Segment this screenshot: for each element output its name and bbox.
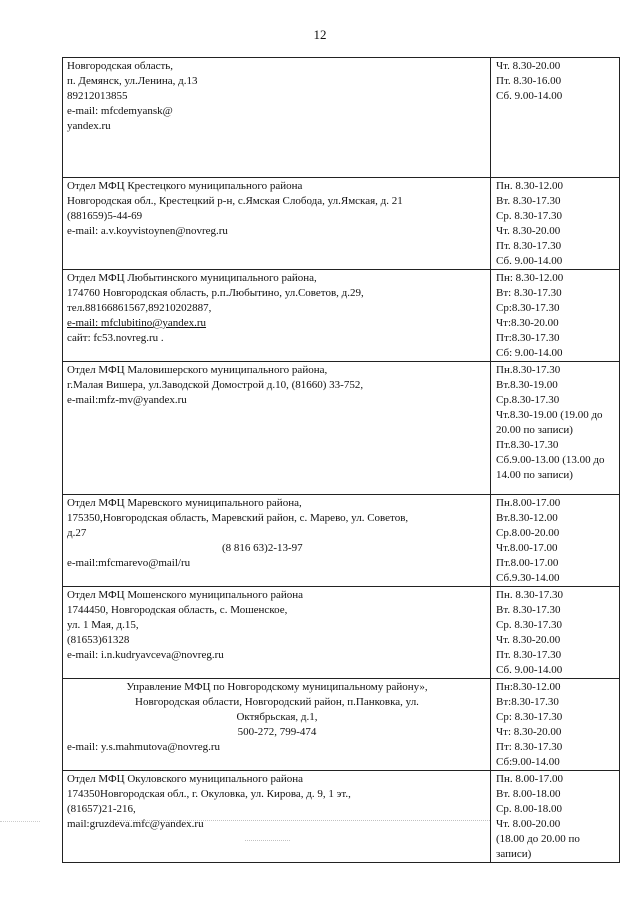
- office-info-line: Отдел МФЦ Маловишерского муниципального района,: [67, 364, 328, 376]
- office-info-line: Управление МФЦ по Новгородскому муниципальному району»,: [126, 681, 428, 693]
- working-hours-line: Сб. 9.00-14.00: [496, 90, 563, 102]
- working-hours-line: Ср: 8.30-17.30: [496, 711, 563, 723]
- office-info-line: e-mail: mfclubitino@yandex.ru: [67, 317, 207, 329]
- office-info-line: 175350,Новгородская область, Маревский район, с. Марево, ул. Советов,: [67, 512, 409, 524]
- office-info-line: 500-272, 799-474: [237, 726, 317, 738]
- working-hours-line: Пт. 8.30-17.30: [496, 649, 562, 661]
- office-info-line: 174760 Новгородская область, р.п.Любытино, ул.Советов, д.29,: [67, 287, 364, 299]
- working-hours-line: Чт. 8.30-20.00: [496, 225, 561, 237]
- working-hours-line: Ср.8.30-17.30: [496, 394, 560, 406]
- working-hours-line: Ср. 8.00-18.00: [496, 803, 562, 815]
- working-hours-line: Сб.9.30-14.00: [496, 572, 560, 584]
- office-info-line: mail:gruzdeva.mfc@yandex.ru: [67, 818, 204, 830]
- working-hours-line: Пн.8.00-17.00: [496, 497, 561, 509]
- working-hours-line: Пн. 8.30-12.00: [496, 180, 563, 192]
- working-hours-line: Пн:8.30-12.00: [496, 681, 561, 693]
- working-hours-line: Сб.9.00-13.00 (13.00 до 14.00 по записи): [496, 454, 605, 481]
- working-hours-line: Сб. 9.00-14.00: [496, 255, 563, 267]
- office-info-line: п. Демянск, ул.Ленина, д.13: [67, 75, 198, 87]
- working-hours-line: Сб. 9.00-14.00: [496, 664, 563, 676]
- working-hours-line: Пн: 8.30-12.00: [496, 272, 564, 284]
- working-hours-line: Пт.8.30-17.30: [496, 439, 559, 451]
- table-row: [63, 178, 620, 270]
- office-info-line: Октябрьская, д.1,: [236, 711, 318, 723]
- table-row: [63, 679, 620, 771]
- page-number: 12: [313, 27, 327, 42]
- office-info-cell: [63, 362, 491, 495]
- office-info-cell: [63, 495, 491, 587]
- office-info-cell: [63, 178, 491, 270]
- working-hours-cell: [491, 587, 620, 679]
- working-hours-line: (18.00 до 20.00 по записи): [496, 833, 580, 860]
- working-hours-line: Вт. 8.30-17.30: [496, 604, 561, 616]
- working-hours-line: Чт. 8.30-20.00: [496, 634, 561, 646]
- office-info-line: Отдел МФЦ Любытинского муниципального района,: [67, 272, 317, 284]
- office-info-line: e-mail:mfcmarevo@mail/ru: [67, 557, 191, 569]
- table-row: [63, 270, 620, 362]
- table-row: [63, 495, 620, 587]
- table-row: [63, 58, 620, 178]
- office-info-line: 174350Новгородская обл., г. Окуловка, ул. Кирова, д. 9, 1 эт.,: [67, 788, 351, 800]
- working-hours-line: Чт.8.00-17.00: [496, 542, 558, 554]
- office-info-line: Новгородская область,: [67, 60, 174, 72]
- office-info-line: yandex.ru: [67, 120, 111, 132]
- working-hours-line: Вт: 8.30-17.30: [496, 287, 562, 299]
- working-hours-line: Пт:8.30-17.30: [496, 332, 560, 344]
- working-hours-line: Вт.8.30-19.00: [496, 379, 558, 391]
- table-row: [63, 587, 620, 679]
- office-info-line: Отдел МФЦ Мошенского муниципального района: [67, 589, 304, 601]
- working-hours-cell: [491, 495, 620, 587]
- office-info-line: Новгородская обл., Крестецкий р-н, с.Ямская Слобода, ул.Ямская, д. 21: [67, 195, 403, 207]
- working-hours-line: Ср.8.00-20.00: [496, 527, 560, 539]
- working-hours-line: Пн. 8.30-17.30: [496, 589, 563, 601]
- working-hours-line: Чт: 8.30-20.00: [496, 726, 562, 738]
- working-hours-line: Ср. 8.30-17.30: [496, 210, 562, 222]
- office-info-line: e-mail: a.v.koyvistoynen@novreg.ru: [67, 225, 228, 237]
- working-hours-cell: [491, 679, 620, 771]
- office-info-cell: [63, 679, 491, 771]
- working-hours-cell: [491, 771, 620, 863]
- office-info-line: 1744450, Новгородская область, с. Мошенское,: [67, 604, 288, 616]
- working-hours-line: Сб:9.00-14.00: [496, 756, 560, 768]
- office-info-line: (8 816 63)2-13-97: [222, 542, 303, 554]
- office-info-line: (81657)21-216,: [67, 803, 136, 815]
- scan-artifact: [245, 840, 290, 843]
- scan-artifact: [110, 820, 490, 823]
- office-info-cell: [63, 270, 491, 362]
- office-info-line: тел.88166861567,89210202887,: [67, 302, 212, 314]
- working-hours-line: Пт. 8.30-16.00: [496, 75, 562, 87]
- working-hours-line: Пн.8.30-17.30: [496, 364, 561, 376]
- office-info-line: Новгородская области, Новгородский район, п.Панковка, ул.: [135, 696, 419, 708]
- mfc-offices-table: [62, 57, 620, 863]
- working-hours-line: Чт:8.30-20.00: [496, 317, 559, 329]
- office-info-line: ул. 1 Мая, д.15,: [67, 619, 139, 631]
- office-info-line: e-mail: y.s.mahmutova@novreg.ru: [67, 741, 220, 753]
- working-hours-cell: [491, 270, 620, 362]
- table-row: [63, 362, 620, 495]
- working-hours-line: Вт. 8.00-18.00: [496, 788, 561, 800]
- office-info-line: e-mail: i.n.kudryavceva@novreg.ru: [67, 649, 224, 661]
- office-info-line: д.27: [67, 527, 87, 539]
- working-hours-line: Пт.8.00-17.00: [496, 557, 559, 569]
- office-info-line: Отдел МФЦ Крестецкого муниципального района: [67, 180, 303, 192]
- office-info-line: 89212013855: [67, 90, 128, 102]
- working-hours-line: Чт. 8.00-20.00: [496, 818, 561, 830]
- working-hours-line: Вт:8.30-17.30: [496, 696, 559, 708]
- office-info-line: e-mail:mfz-mv@yandex.ru: [67, 394, 187, 406]
- office-info-line: Отдел МФЦ Маревского муниципального района,: [67, 497, 302, 509]
- working-hours-line: Ср:8.30-17.30: [496, 302, 560, 314]
- working-hours-line: Ср. 8.30-17.30: [496, 619, 562, 631]
- working-hours-line: Пн. 8.00-17.00: [496, 773, 563, 785]
- table-row: [63, 771, 620, 863]
- working-hours-line: Чт.8.30-19.00 (19.00 до 20.00 по записи): [496, 409, 603, 436]
- office-info-cell: [63, 771, 491, 863]
- working-hours-cell: [491, 362, 620, 495]
- office-info-line: г.Малая Вишера, ул.Заводской Домострой д.10, (81660) 33-752,: [67, 379, 364, 391]
- office-info-line: (881659)5-44-69: [67, 210, 143, 222]
- working-hours-line: Чт. 8.30-20.00: [496, 60, 561, 72]
- office-info-line: сайт: fc53.novreg.ru .: [67, 332, 164, 344]
- working-hours-line: Пт. 8.30-17.30: [496, 240, 562, 252]
- office-info-cell: [63, 587, 491, 679]
- working-hours-line: Вт.8.30-12.00: [496, 512, 558, 524]
- working-hours-cell: [491, 178, 620, 270]
- working-hours-cell: [491, 58, 620, 178]
- scan-artifact: [0, 821, 40, 824]
- office-info-line: e-mail: mfcdemyansk@: [67, 105, 173, 117]
- office-info-cell: [63, 58, 491, 178]
- working-hours-line: Сб: 9.00-14.00: [496, 347, 563, 359]
- working-hours-line: Пт: 8.30-17.30: [496, 741, 563, 753]
- office-info-line: (81653)61328: [67, 634, 130, 646]
- working-hours-line: Вт. 8.30-17.30: [496, 195, 561, 207]
- office-info-line: Отдел МФЦ Окуловского муниципального района: [67, 773, 304, 785]
